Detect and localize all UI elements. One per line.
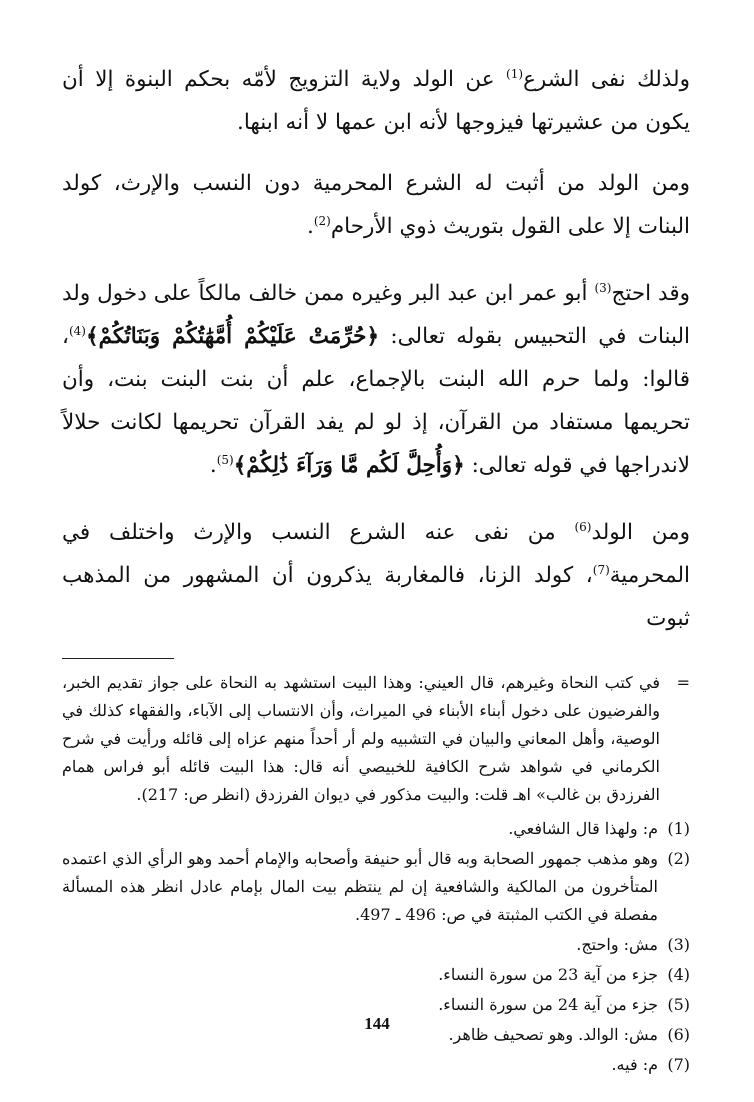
footnote-ref-3[interactable]: (3) (594, 280, 612, 295)
footnote-ref-6[interactable]: (6) (574, 519, 592, 534)
footnote-continuation (62, 669, 690, 809)
footnote-4 (62, 961, 690, 989)
footnote-number: (3) (667, 935, 690, 954)
page-number: 144 (364, 1014, 390, 1033)
footnote-divider (62, 658, 174, 659)
footnote-number: (2) (667, 849, 690, 868)
footnote-text: م: ولهذا قال الشافعي. (508, 819, 658, 838)
paragraph-4: ومن الولد$^{(6)}$ من نفى عنه الشرع النسب والإرث واختلف في المحرمية$^{(7)}$، كولد الزنا، فالمغاربة يذكرون أن المشهور من المذهب ثبوت (62, 519, 690, 631)
footnote-7 (62, 1051, 690, 1079)
paragraph-1: ولذلك نفى الشرع$^{(1)}$ عن الولد ولاية التزويج لأمّه بحكم البنوة إلا أن يكون من عشيرتها فيزوجها لأنه ابن عمها لا أنه ابنها. (62, 66, 690, 135)
paragraph-2: ومن الولد من أثبت له الشرع المحرمية دون النسب والإرث، كولد البنات إلا على القول بتوريث ذوي الأرحام$^{(2)}$. (62, 171, 690, 239)
footnote-text: م: فيه. (611, 1055, 658, 1074)
footnote-text: مش: واحتج. (576, 935, 658, 954)
footnote-ref-2[interactable]: (2) (313, 213, 331, 228)
footnote-ref-5[interactable]: (5) (216, 452, 234, 467)
page-body (62, 58, 690, 1081)
continuation-text: في كتب النحاة وغيرهم، قال العيني: وهذا البيت استشهد به النحاة على جواز تقديم الخبر، والفرضيون على دخول أبناء الأبناء في الميراث، وأن الانتساب إلى الآباء، والفقهاء كذلك في الوصية، وأهل المعاني والبيان في التشبيه ولم أر أحداً منهم عزاه إلى قائله ورأيت في شرح الكرماني في شواهد شرح الكافية للخبيصي أنه قال: هذا البيت قائله أبو فراس همام الفرزدق بن غالب» اهـ قلت: والبيت مذكور في ديوان الفرزدق (انظر ص: 217). (62, 673, 660, 804)
footnote-number: (6) (667, 1025, 690, 1044)
main-text (62, 58, 690, 640)
footnote-3 (62, 931, 690, 959)
footnote-1 (62, 815, 690, 843)
footnote-number: (4) (667, 965, 690, 984)
continuation-mark: = (676, 673, 690, 692)
footnote-text: مش: الوالد. وهو تصحيف ظاهر. (448, 1025, 658, 1044)
footnote-2 (62, 845, 690, 929)
footnote-ref-7[interactable]: (7) (592, 562, 610, 577)
paragraph-3: وقد احتج$^{(3)}$ أبو عمر ابن عبد البر وغيره ممن خالف مالكاً على دخول ولد البنات في التحبيس بقوله تعالى: ﴿حُرِّمَتْ عَلَيْكُمْ أُمَّهَٰتُكُمْ وَبَنَاتُكُمْ﴾$^{(4)}$، قالوا: ولما حرم الله البنت بالإجماع، علم أن بنت البنت بنت، وأن تحريمها مستفاد من القرآن، إذ لو لم يفد القرآن تحريمها لكانت حلالاً لاندراجها في قوله تعالى: ﴿وَأُحِلَّ لَكُم مَّا وَرَآءَ ذَٰلِكُمْ﴾$^{(5)}$. (62, 280, 690, 478)
quran-verse-1: ﴿حُرِّمَتْ عَلَيْكُمْ أُمَّهَٰتُكُمْ وَبَنَاتُكُمْ﴾ (85, 324, 380, 349)
footnote-text: جزء من آية 24 من سورة النساء. (438, 995, 658, 1014)
quran-verse-2: ﴿وَأُحِلَّ لَكُم مَّا وَرَآءَ ذَٰلِكُمْ﴾ (233, 453, 465, 478)
footnote-ref-4[interactable]: (4) (68, 323, 86, 338)
footnote-text: وهو مذهب جمهور الصحابة وبه قال أبو حنيفة وأصحابه والإمام أحمد وهو الرأي الذي اعتمده المتأخرون من المالكية والشافعية إن لم ينتظم بيت المال بإمام عادل انظر هذه المسألة مفصلة في الكتب المثبتة في ص: 496 ـ 497. (62, 849, 658, 924)
footnote-ref-1[interactable]: (1) (506, 66, 524, 81)
footnote-text: جزء من آية 23 من سورة النساء. (438, 965, 658, 984)
footnote-number: (1) (667, 819, 690, 838)
footnote-number: (5) (667, 995, 690, 1014)
footnote-number: (7) (667, 1055, 690, 1074)
